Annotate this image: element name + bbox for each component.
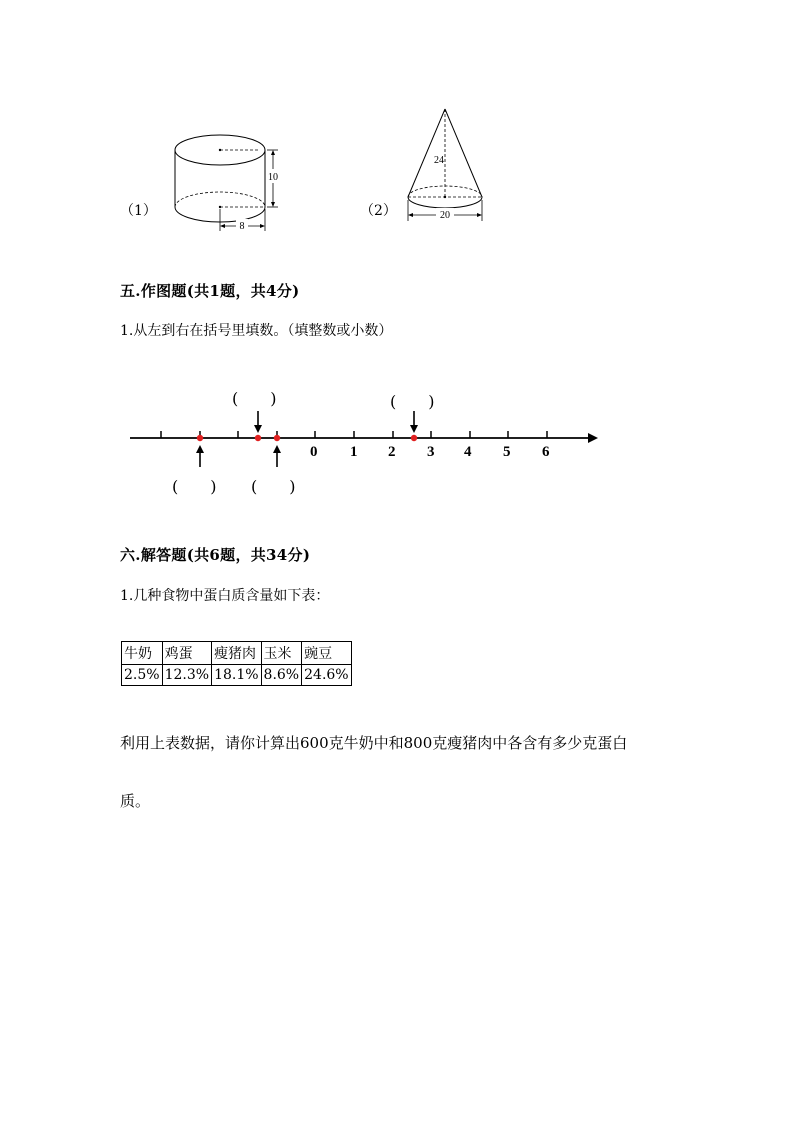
section-5-question-1: 1.从左到右在括号里填数。（填整数或小数）: [120, 323, 393, 339]
down-arrow-icon: [410, 425, 418, 433]
point-marker: [197, 435, 203, 441]
cylinder-radius-label: 8: [239, 221, 245, 232]
table-header-row: [122, 642, 352, 665]
answer-blank-bottom-2: ( ): [251, 477, 296, 496]
figure-1-label: （1）: [120, 203, 157, 219]
question-text-line-1: 利用上表数据，请你计算出600克牛奶中和800克瘦猪肉中各含有多少克蛋白: [120, 734, 628, 752]
table-header-cell: 鸡蛋: [162, 642, 211, 665]
number-label-0: 0: [310, 444, 318, 460]
point-marker: [411, 435, 417, 441]
number-label-5: 5: [503, 444, 511, 460]
up-arrow-icon: [196, 445, 204, 453]
number-line: [125, 405, 605, 470]
table-header-cell: 瘦猪肉: [212, 642, 261, 665]
question-text-line-2: 质。: [120, 792, 151, 810]
cone-figure: [400, 105, 495, 225]
answer-blank-top-1: ( ): [232, 389, 277, 408]
cone-height-label: 24: [434, 155, 444, 166]
section-5-heading: 五.作图题(共1题，共4分): [120, 282, 300, 300]
figure-2-label: （2）: [360, 203, 397, 219]
number-line-arrow-icon: [588, 433, 598, 443]
table-header-cell: 豌豆: [302, 642, 351, 665]
table-cell: 24.6%: [302, 665, 351, 686]
section-6-heading: 六.解答题(共6题，共34分): [120, 546, 311, 564]
answer-blank-top-2: ( ): [390, 392, 435, 411]
cylinder-height-label: 10: [268, 172, 278, 183]
number-label-6: 6: [542, 444, 550, 460]
table-cell: 12.3%: [162, 665, 211, 686]
up-arrow-icon: [273, 445, 281, 453]
table-cell: 18.1%: [212, 665, 261, 686]
protein-table: [121, 641, 352, 686]
table-cell: 8.6%: [261, 665, 302, 686]
number-label-3: 3: [427, 444, 435, 460]
answer-blank-bottom-1: ( ): [172, 477, 217, 496]
table-header-cell: 牛奶: [122, 642, 163, 665]
number-label-1: 1: [350, 444, 358, 460]
down-arrow-icon: [254, 425, 262, 433]
cylinder-figure: [160, 125, 290, 235]
table-header-cell: 玉米: [261, 642, 302, 665]
point-marker: [274, 435, 280, 441]
table-row: [122, 665, 352, 686]
point-marker: [255, 435, 261, 441]
table-cell: 2.5%: [122, 665, 163, 686]
number-label-4: 4: [464, 444, 472, 460]
section-6-question-1: 1.几种食物中蛋白质含量如下表：: [120, 588, 330, 604]
cone-diameter-label: 20: [440, 210, 450, 221]
number-label-2: 2: [388, 444, 396, 460]
